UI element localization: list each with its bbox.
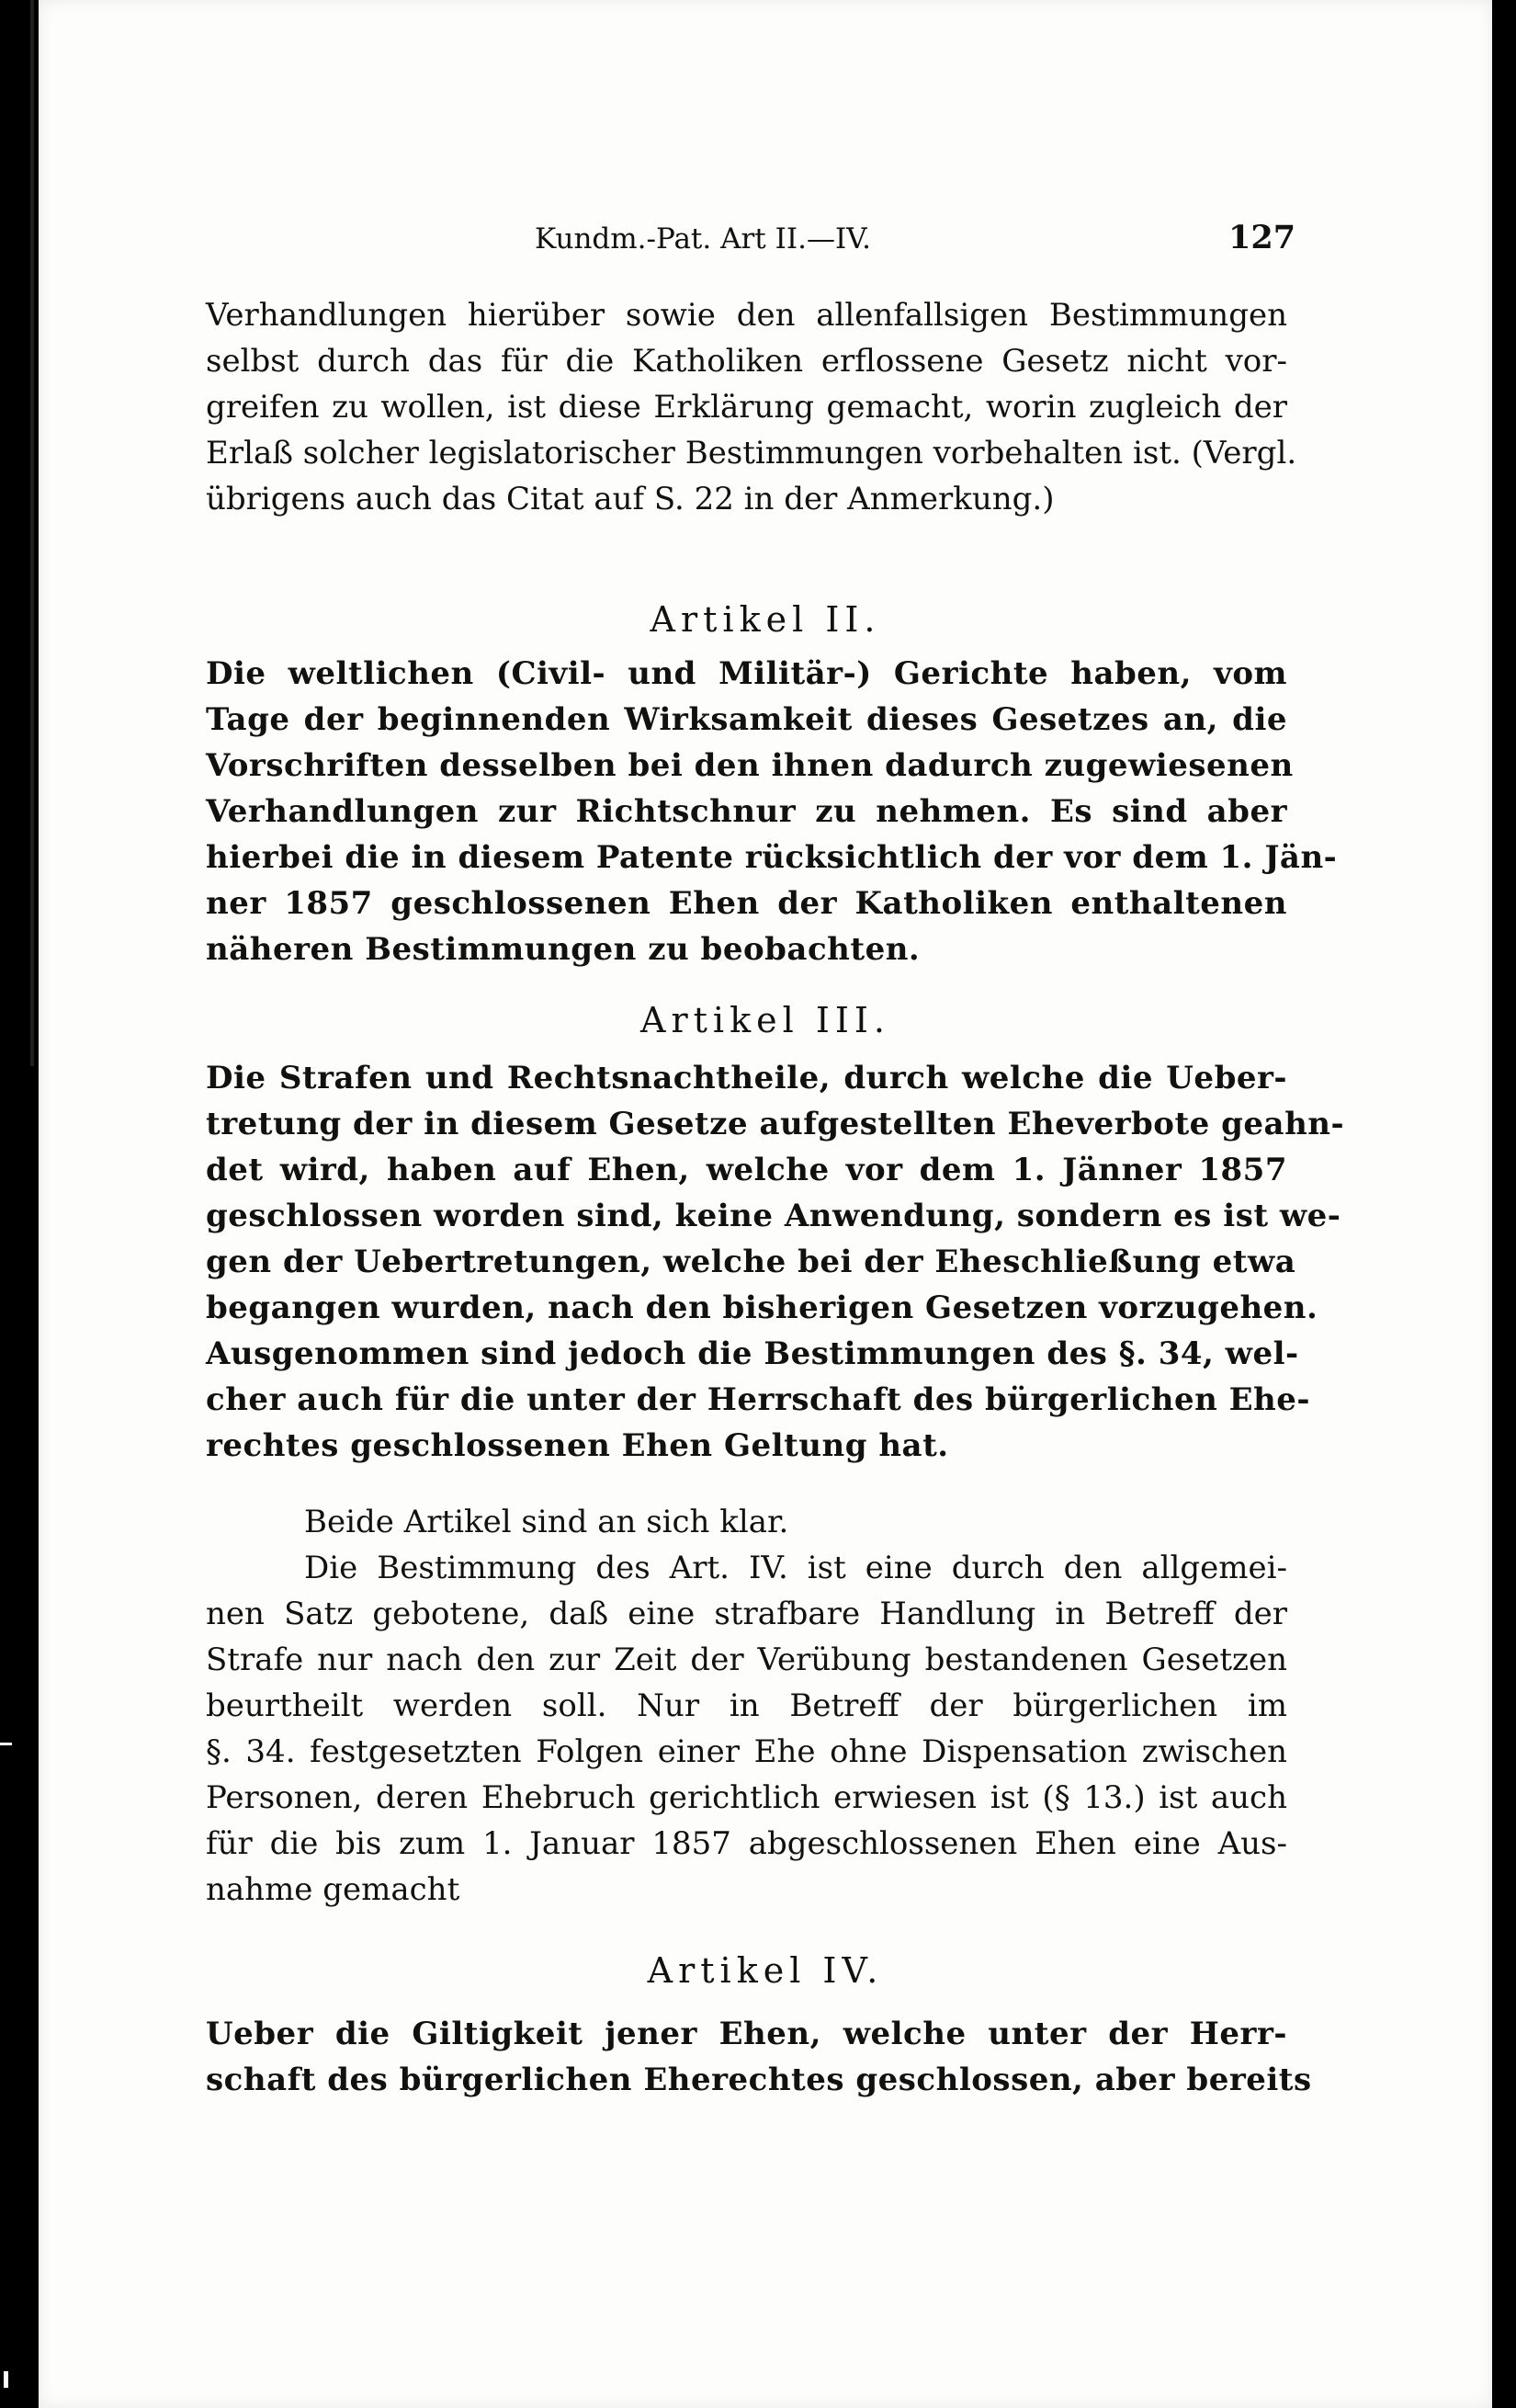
text-line: greifen zu wollen, ist diese Erklärung gemacht, worin zugleich der xyxy=(206,389,1287,426)
text-line: cher auch für die unter der Herrschaft des bürgerlichen Ehe- xyxy=(206,1381,1311,1418)
text-line: rechtes geschlossenen Ehen Geltung hat. xyxy=(206,1427,949,1464)
scan-margin-mark xyxy=(4,2371,8,2388)
article-iii-heading: Artikel III. xyxy=(640,1000,890,1040)
text-line: tretung der in diesem Gesetze aufgestellten Eheverbote geahn- xyxy=(206,1106,1345,1142)
article-ii-heading: Artikel II. xyxy=(650,599,881,640)
article-ii-text xyxy=(206,651,1338,972)
left-scan-border xyxy=(30,0,34,1066)
text-line: für die bis zum 1. Januar 1857 abgeschlossenen Ehen eine Aus- xyxy=(206,1825,1287,1862)
right-scan-border xyxy=(1492,0,1516,2408)
text-line: Die weltlichen (Civil- und Militär-) Gerichte haben, vom xyxy=(206,655,1287,692)
text-line: geschlossen worden sind, keine Anwendung, sondern es ist we- xyxy=(206,1198,1341,1234)
commentary-second-paragraph-start: Die Bestimmung des Art. IV. ist eine durch den allgemei- xyxy=(304,1550,1287,1586)
text-line: §. 34. festgesetzten Folgen einer Ehe ohne Dispensation zwischen xyxy=(206,1733,1287,1770)
text-line: selbst durch das für die Katholiken erflossene Gesetz nicht vor- xyxy=(206,343,1287,380)
text-line: gen der Uebertretungen, welche bei der Eheschließung etwa xyxy=(206,1244,1296,1280)
text-line: Vorschriften desselben bei den ihnen dadurch zugewiesenen xyxy=(206,747,1294,784)
text-line: Personen, deren Ehebruch gerichtlich erwiesen ist (§ 13.) ist auch xyxy=(206,1779,1287,1816)
intro-paragraph xyxy=(206,292,1297,522)
commentary-opening: Beide Artikel sind an sich klar. xyxy=(304,1504,789,1540)
text-line: Strafe nur nach den zur Zeit der Verübung bestandenen Gesetzen xyxy=(206,1641,1287,1678)
running-head: Kundm.-Pat. Art II.—IV. xyxy=(535,222,872,256)
text-line: ner 1857 geschlossenen Ehen der Katholiken enthaltenen xyxy=(206,885,1287,922)
article-iv-text xyxy=(206,2011,1312,2103)
text-line: Verhandlungen zur Richtschnur zu nehmen. Es sind aber xyxy=(206,793,1287,830)
text-line: näheren Bestimmungen zu beobachten. xyxy=(206,931,921,968)
text-line: schaft des bürgerlichen Eherechtes geschlossen, aber bereits xyxy=(206,2062,1312,2098)
text-line xyxy=(206,1545,1287,1591)
page-header xyxy=(39,219,1492,267)
text-line: Ausgenommen sind jedoch die Bestimmungen des §. 34, wel- xyxy=(206,1335,1299,1372)
text-line: übrigens auch das Citat auf S. 22 in der Anmerkung.) xyxy=(206,481,1055,517)
text-line: Die Strafen und Rechtsnachtheile, durch welche die Ueber- xyxy=(206,1060,1287,1096)
book-page xyxy=(39,0,1492,2408)
text-line: begangen wurden, nach den bisherigen Gesetzen vorzugehen. xyxy=(206,1289,1318,1326)
text-line: Tage der beginnenden Wirksamkeit dieses Gesetzes an, die xyxy=(206,701,1287,738)
text-line: Erlaß solcher legislatorischer Bestimmungen vorbehalten ist. (Vergl. xyxy=(206,435,1297,471)
text-line: nen Satz gebotene, daß eine strafbare Handlung in Betreff der xyxy=(206,1596,1287,1632)
text-line: Ueber die Giltigkeit jener Ehen, welche unter der Herr- xyxy=(206,2016,1287,2052)
text-line: beurtheilt werden soll. Nur in Betreff der bürgerlichen im xyxy=(206,1687,1287,1724)
article-iv-heading: Artikel IV. xyxy=(647,1950,884,1991)
page-number: 127 xyxy=(1228,219,1296,256)
article-iii-text xyxy=(206,1055,1345,1469)
text-line: hierbei die in diesem Patente rücksichtlich der vor dem 1. Jän- xyxy=(206,839,1338,876)
scan-margin-mark xyxy=(0,1743,12,1745)
text-line xyxy=(206,1499,1287,1545)
text-line: Verhandlungen hierüber sowie den allenfallsigen Bestimmungen xyxy=(206,297,1287,334)
commentary-paragraph xyxy=(206,1499,1287,1913)
text-line: det wird, haben auf Ehen, welche vor dem 1. Jänner 1857 xyxy=(206,1152,1287,1188)
text-line: nahme gemacht xyxy=(206,1871,460,1908)
